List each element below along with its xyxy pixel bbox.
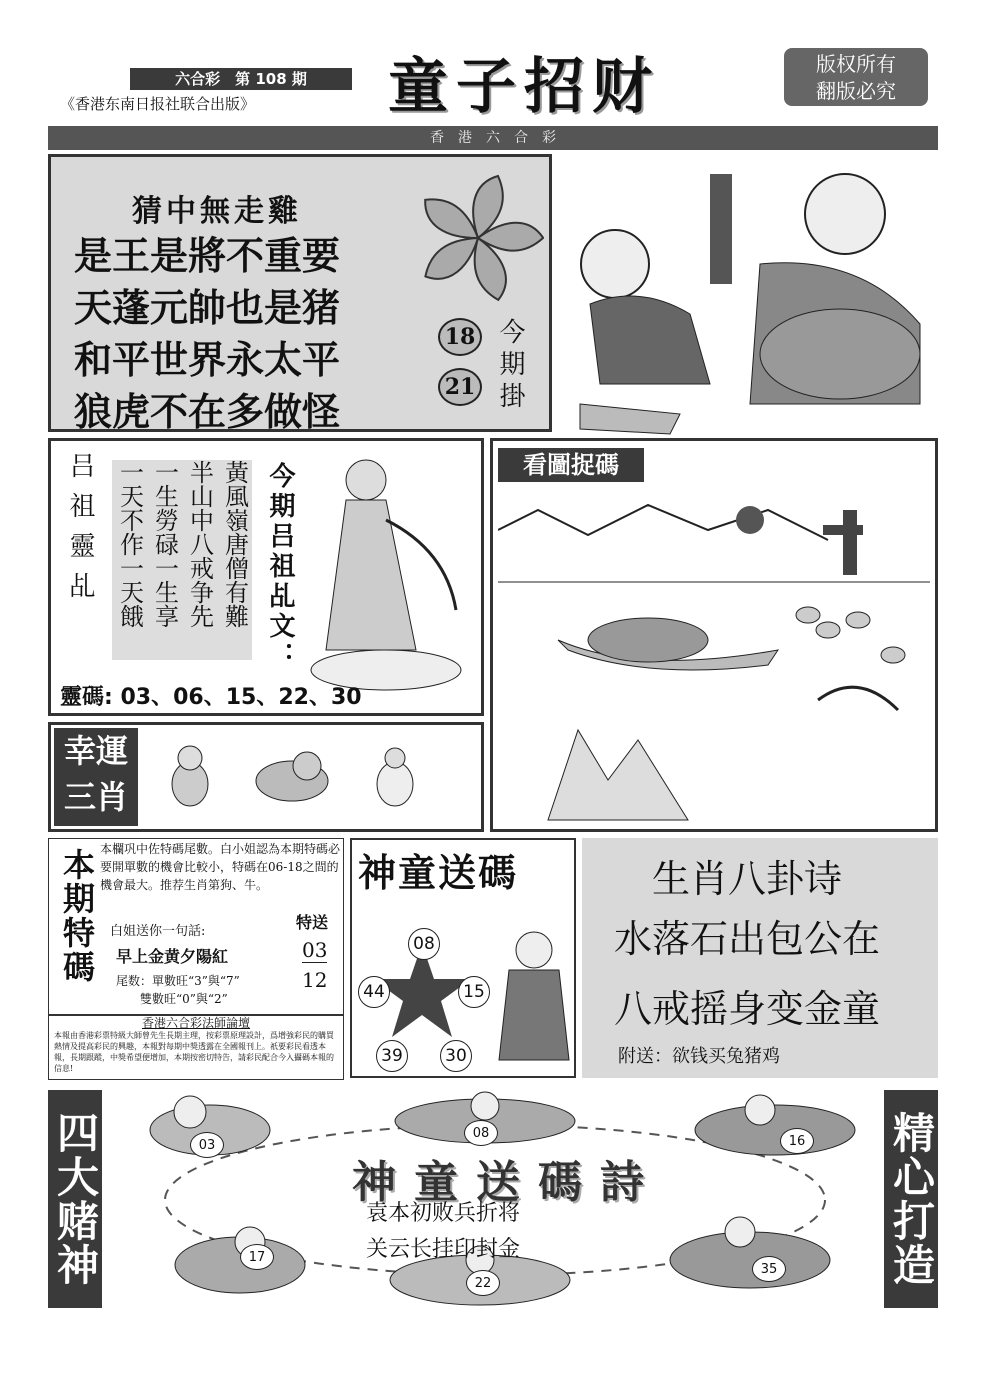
poem-gift: 附送：欲钱买兔猪鸡 (618, 1046, 780, 1067)
riddle-number-ball: 18 (438, 318, 482, 356)
verse-column: 一生勞碌一生享 (150, 460, 179, 628)
special-paragraph: 本欄巩中佐特碼尾數。白小姐認為本期特碼必要開單數的機會比較小，特碼在06-18之間的機會最大。推荐生肖第狗、牛。 (100, 842, 341, 892)
special-gift-number: 12 (302, 968, 328, 992)
verse-column: 半山中八戒争先 (185, 460, 214, 628)
page-title: 童子招财 (388, 52, 660, 122)
boys-illustration (560, 154, 940, 436)
god-figure (660, 1210, 840, 1295)
verse-column: 黃風嶺唐僧有難 (220, 460, 249, 628)
riddle-heading: 猜中無走雞 (132, 194, 302, 229)
bottom-poem-line: 关云长挂印封金 (366, 1237, 521, 1262)
special-side-label: 本期特碼 (58, 848, 96, 984)
poem-title: 生肖八卦诗 (651, 857, 842, 901)
landscape-illustration (498, 490, 930, 826)
bottom-number-ball: 17 (240, 1244, 274, 1270)
shentong-number-ball: 44 (358, 976, 390, 1008)
special-gift-number: 03 (302, 938, 328, 962)
issue-label: 六合彩 第 108 期 (130, 68, 352, 90)
shentong-number-ball: 08 (408, 928, 440, 960)
lvzu-today-label: 今期吕祖乩文： (265, 462, 295, 672)
shentong-number-ball: 15 (458, 976, 490, 1008)
bottom-poem-line: 袁本初败兵折将 (366, 1201, 521, 1226)
riddle-side-label: 今期掛 (495, 318, 525, 414)
copyright-stamp: 版权所有 翻版必究 (784, 48, 928, 106)
bottom-number-ball: 08 (464, 1120, 498, 1146)
lucky-label-line: 幸運 (63, 732, 128, 770)
shentong-boy-illustration (484, 920, 574, 1070)
bottom-right-label: 精心打造 (884, 1090, 938, 1308)
lvzu-deity-illustration (306, 450, 476, 700)
shentong-number-ball: 30 (440, 1040, 472, 1072)
bottom-center-title: 神童送碼詩 (352, 1157, 662, 1208)
lvzu-verse (112, 460, 252, 660)
bauhinia-flower-icon (412, 168, 544, 308)
bottom-number-ball: 16 (780, 1128, 814, 1154)
shentong-title: 神童送碼 (358, 850, 519, 895)
lvzu-codes-value: 03、06、15、22、30 (120, 685, 362, 710)
bottom-number-ball: 03 (190, 1132, 224, 1158)
lvzu-side-label: 吕祖靈乩 (65, 452, 95, 612)
picture-puzzle-title: 看圖捉碼 (498, 448, 644, 482)
tiger-icon (252, 746, 332, 806)
riddle-line: 天蓬元帥也是猪 (74, 285, 341, 330)
notice-text: 本報由香港彩票特級大師曾先生長期主理，按彩票原理設計，爲增強彩民的購買熱情及提高彩民的興趣，本報對每期中獎透露在全國報刊上。祇要彩民看透本報，長期跟蹤，中獎希望便增加，本期按密切特告，請彩民配合今入攝碼本報的信息! (54, 1031, 334, 1073)
header-band: 香 港 六 合 彩 (48, 126, 938, 150)
riddle-line: 是王是將不重要 (74, 233, 341, 278)
bottom-left-label: 四大赌神 (48, 1090, 102, 1308)
special-gift-label: 特送 (296, 913, 329, 932)
poem-line: 八戒摇身变金童 (613, 987, 880, 1031)
special-tail-line: 尾数：單數旺“3”與“7” (116, 974, 240, 988)
riddle-line: 狼虎不在多做怪 (74, 389, 341, 434)
publisher-label: 《香港东南日报社联合出版》 (60, 95, 256, 113)
lucky-label-line: 三肖 (63, 778, 128, 816)
riddle-number-ball: 21 (438, 368, 482, 406)
shentong-number-ball: 39 (376, 1040, 408, 1072)
special-tail-line: 雙數旺“0”與“2” (140, 992, 228, 1006)
bottom-number-ball: 22 (466, 1270, 500, 1296)
poem-line: 水落石出包公在 (613, 917, 880, 961)
riddle-line: 和平世界永太平 (74, 337, 341, 382)
special-one-sentence: 早上金黄夕陽紅 (116, 947, 229, 966)
rooster-icon (370, 742, 420, 812)
lucky-label (54, 728, 138, 826)
lvzu-codes-label: 靈碼: (60, 685, 113, 710)
riddle-lines (74, 230, 414, 438)
rat-icon (160, 742, 220, 812)
special-one-sentence-label: 白姐送你一句話: (110, 924, 206, 939)
lvzu-codes (60, 680, 362, 711)
god-figure (160, 1220, 310, 1300)
bottom-number-ball: 35 (752, 1256, 786, 1282)
notice-title: 香港六合彩法師論壇 (141, 1016, 250, 1030)
verse-column: 一天不作一天餓 (115, 460, 144, 628)
